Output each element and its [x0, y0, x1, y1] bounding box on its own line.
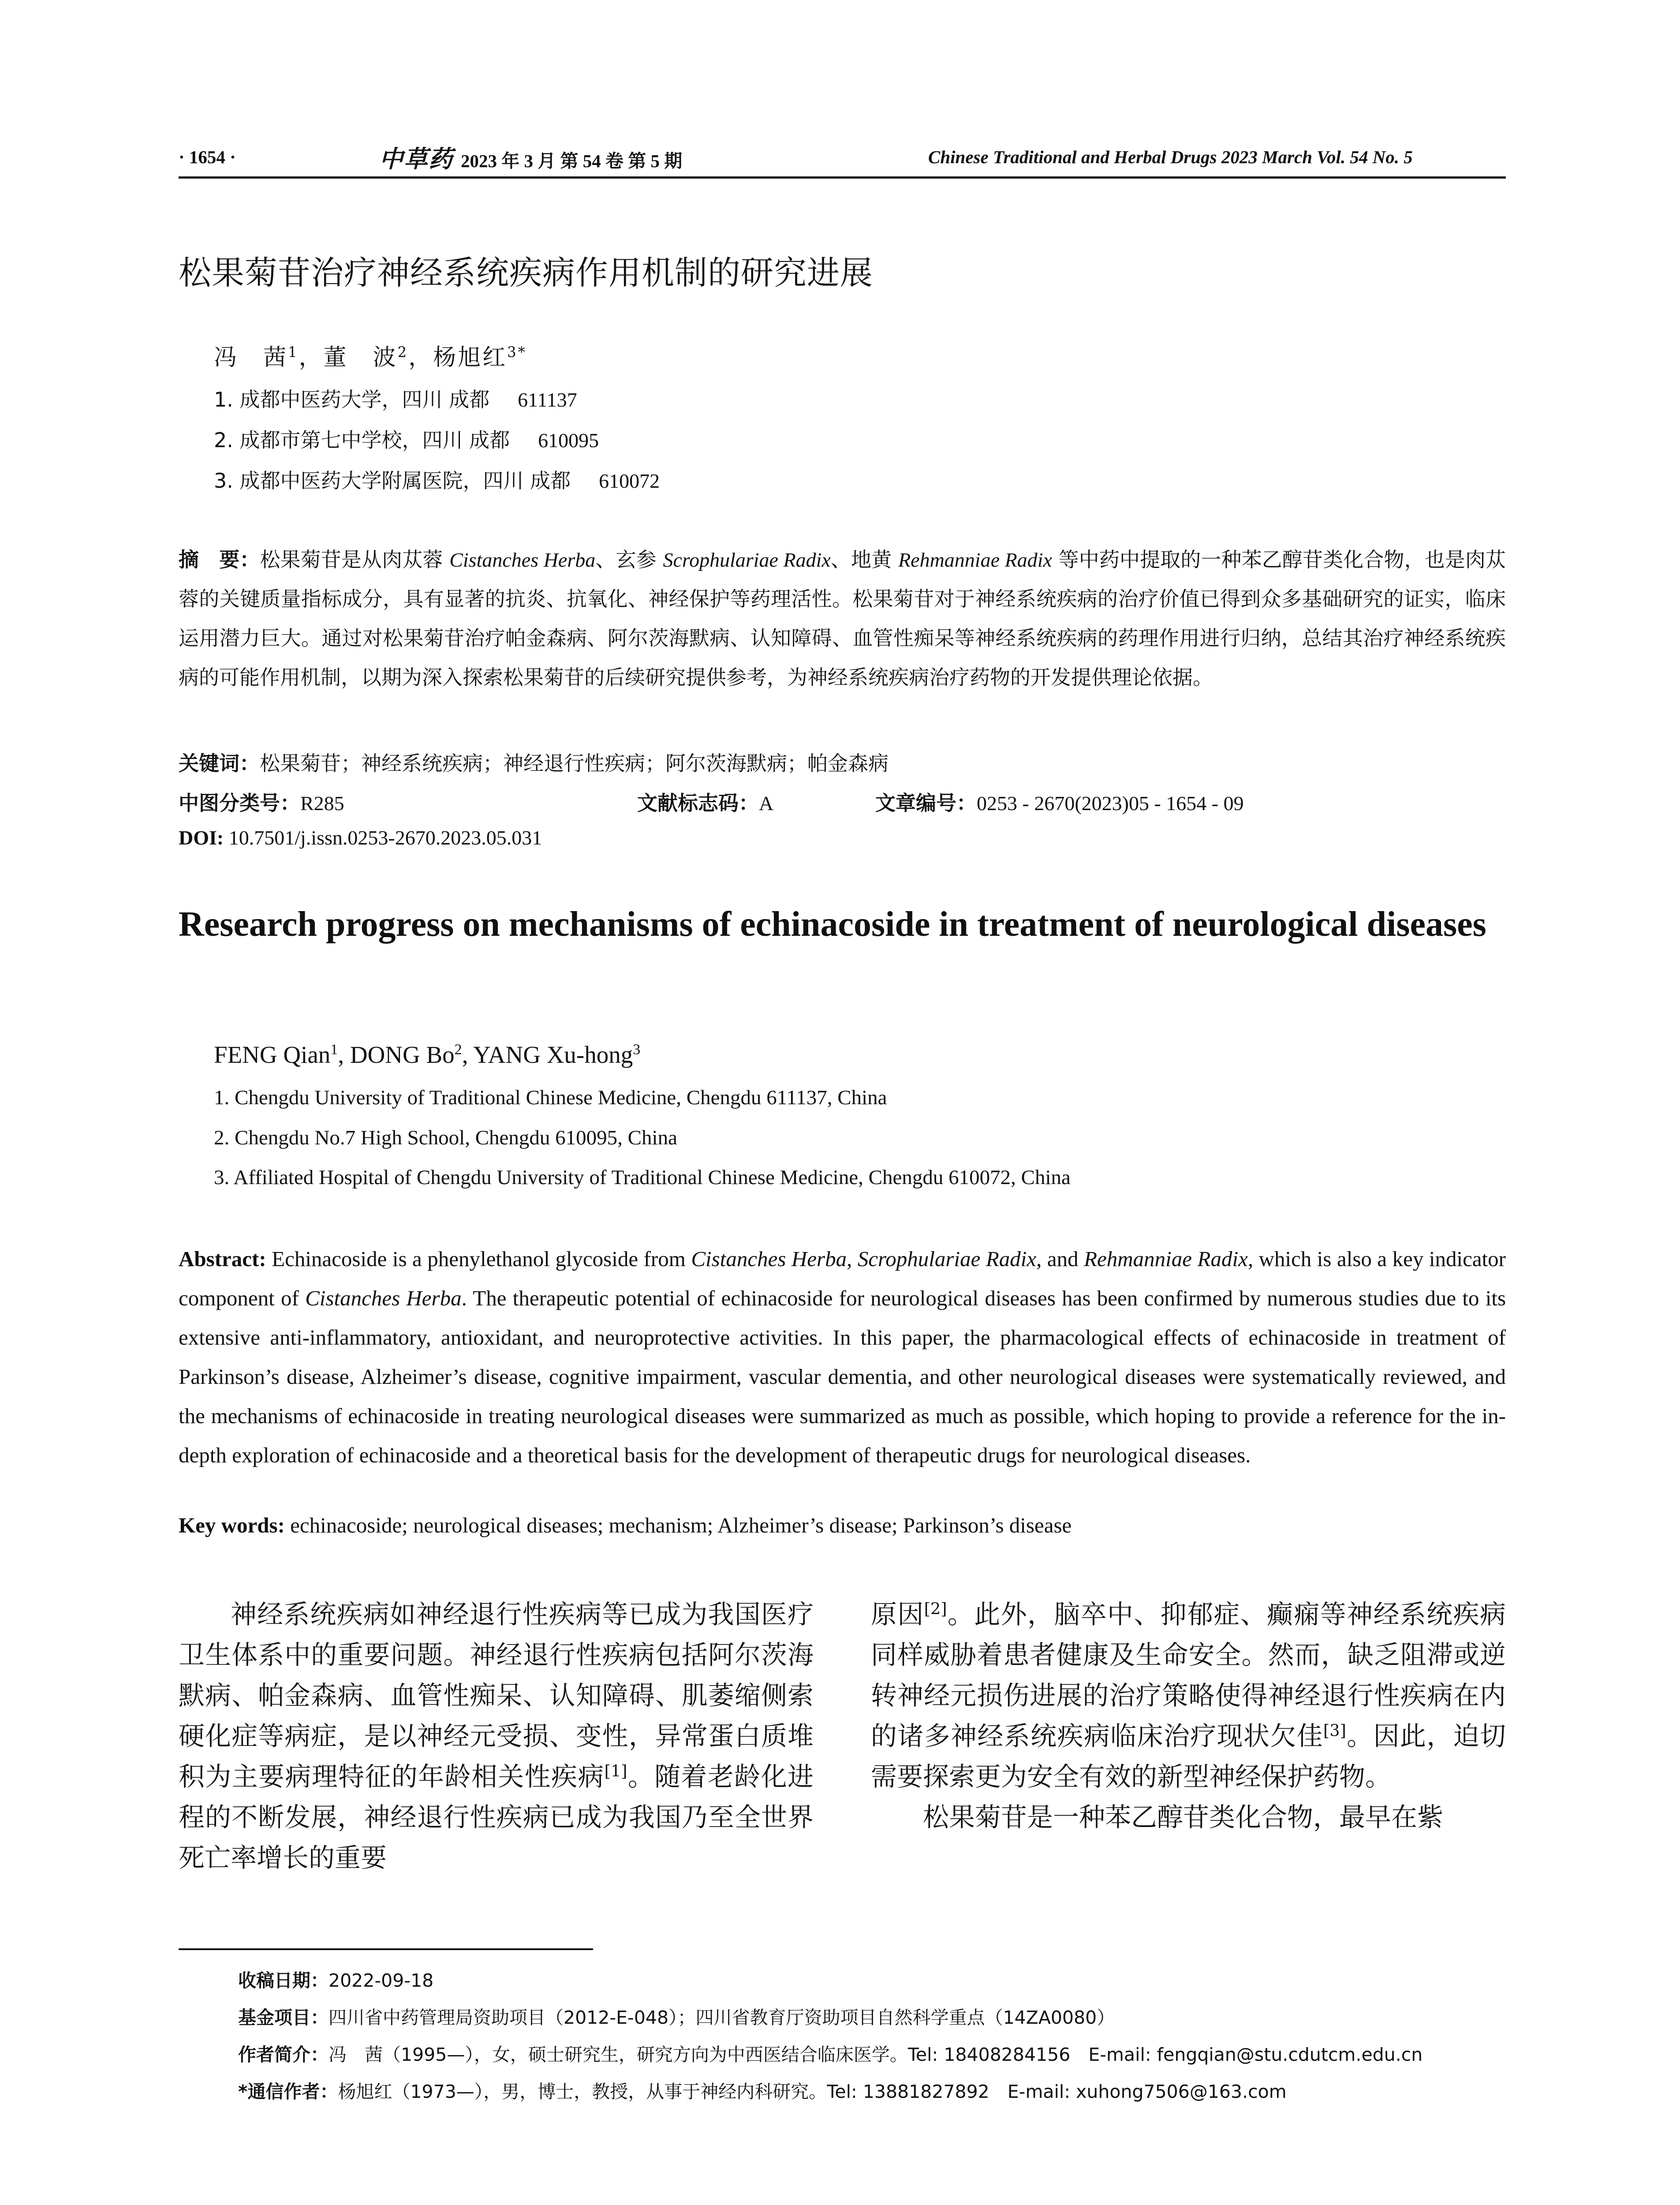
doi-link[interactable]: 10.7501/j.issn.0253-2670.2023.05.031: [228, 826, 542, 849]
cn-affiliation-zip: 611137: [518, 389, 577, 411]
cn-affiliation-zip: 610072: [599, 470, 660, 492]
footnote-text: 2022-09-18: [329, 1970, 434, 1991]
latin-name: Rehmanniae Radix: [898, 549, 1052, 571]
footnote-received: [238, 1966, 433, 1992]
issue-info-cn: 2023 年 3 月 第 54 卷 第 5 期: [461, 151, 683, 171]
author-mark: 1: [330, 1041, 338, 1058]
latin-name: Scrophulariae Radix: [857, 1247, 1037, 1271]
abstract-text: 、玄参: [595, 548, 663, 572]
footnote-text: 冯 茜（1995—），女，硕士研究生，研究方向为中西医结合临床医学。Tel: 18408284156 E-mail: fengqian@stu.cdutcm.edu.cn: [329, 2044, 1423, 2065]
author-mark: 2: [397, 344, 409, 361]
cn-title: 松果菊苷治疗神经系统疾病作用机制的研究进展: [179, 254, 873, 292]
cn-affiliation-text: 1. 成都中医药大学，四川 成都: [214, 388, 490, 411]
footnote-rule: [179, 1948, 593, 1950]
en-author: YANG Xu-hong: [473, 1041, 633, 1068]
body-text: 神经系统疾病如神经退行性疾病等已成为我国医疗卫生体系中的重要问题。神经退行性疾病包括阿尔茨海默病、帕金森病、血管性痴呆、认知障碍、肌萎缩侧索硬化症等病症，是以神经元受损、变性，异常蛋白质堆积为主要病理特征的年龄相关性疾病: [179, 1599, 814, 1792]
keywords-text: 松果菊苷；神经系统疾病；神经退行性疾病；阿尔茨海默病；帕金森病: [260, 751, 889, 775]
running-header: [179, 140, 1506, 171]
abstract-text: 等中药中提取的一种苯乙醇苷类化合物，也是肉苁蓉的关键质量指标成分，具有显著的抗炎、抗氧化、神经保护等药理活性。松果菊苷对于神经系统疾病的治疗价值已得到众多基础研究的证实，临床运用潜力巨大。通过对松果菊苷治疗帕金森病、阿尔茨海默病、认知障碍、血管性痴呆等神经系统疾病的药理作用进行归纳，总结其治疗神经系统疾病的可能作用机制，以期为深入探索松果菊苷的后续研究提供参考，为神经系统疾病治疗药物的开发提供理论依据。: [179, 548, 1506, 689]
cn-affiliation-zip: 610095: [538, 429, 599, 452]
article-no-label: 文章编号：: [875, 791, 977, 815]
abstract-text: 松果菊苷是从肉苁蓉: [260, 548, 450, 572]
body-column-right: [871, 1594, 1506, 1838]
footnote-label: 收稿日期：: [238, 1970, 329, 1991]
cn-affiliation: [214, 465, 660, 494]
body-text: 。因此，迫切需要探索更为安全有效的新型神经保护药物。: [871, 1721, 1506, 1792]
en-author: FENG Qian: [214, 1041, 331, 1068]
article-no-value: 0253 - 2670(2023)05 - 1654 - 09: [977, 792, 1244, 815]
en-authors: FENG Qian$^1$, DONG Bo$^2$, YANG Xu-hong$^3$: [214, 1041, 641, 1068]
page-number: · 1654 ·: [179, 147, 236, 167]
cn-abstract-label: 摘 要：: [179, 548, 260, 572]
body-text: 原因: [871, 1599, 924, 1629]
citation-ref[interactable]: [1]: [604, 1761, 627, 1781]
body-paragraph: [871, 1594, 1506, 1797]
footnote-text: 杨旭红（1973—），男，博士，教授，从事于神经内科研究。Tel: 13881827892 E-mail: xuhong7506@163.com: [338, 2081, 1287, 2102]
body-text: 。此外，脑卒中、抑郁症、癫痫等神经系统疾病同样威胁着患者健康及生命安全。然而，缺乏阻滞或逆转神经元损伤进展的治疗策略使得神经退行性疾病在内的诸多神经系统疾病临床治疗现状欠佳: [871, 1599, 1506, 1751]
latin-name: Cistanches Herba: [449, 549, 596, 571]
cn-keywords: [179, 747, 889, 777]
doc-code-label: 文献标志码：: [637, 791, 759, 815]
classification-line: [179, 787, 1506, 814]
footnote-label: 作者简介：: [238, 2044, 329, 2065]
cn-affiliation: [214, 384, 577, 413]
clc-value: R285: [300, 792, 344, 815]
cn-author: 董 波: [323, 344, 398, 371]
cn-affiliation-text: 2. 成都市第七中学校，四川 成都: [214, 428, 510, 452]
body-paragraph: [179, 1594, 814, 1878]
cn-affiliation: [214, 424, 599, 453]
cn-affiliation-text: 3. 成都中医药大学附属医院，四川 成都: [214, 469, 571, 493]
doc-code-value: A: [759, 792, 774, 815]
footnote-author-bio: [238, 2040, 1422, 2066]
author-mark: 2: [454, 1041, 462, 1058]
en-affiliation: 1. Chengdu University of Traditional Chinese Medicine, Chengdu 611137, China: [214, 1086, 887, 1109]
keywords-label: 关键词：: [179, 751, 260, 775]
author-mark: 3*: [507, 344, 527, 361]
en-affiliation: 3. Affiliated Hospital of Chengdu University of Traditional Chinese Medicine, Chengdu 610072, China: [214, 1166, 1071, 1189]
footnote-funding: [238, 2003, 1115, 2029]
header-rule: [179, 176, 1506, 179]
doi-line: [179, 826, 542, 849]
en-abstract: [179, 1239, 1506, 1475]
latin-name: Cistanches Herba: [305, 1286, 462, 1310]
journal-logo: 中草药: [379, 145, 453, 173]
en-keywords: [179, 1513, 1071, 1538]
en-keywords-label: Key words:: [179, 1513, 285, 1537]
cn-authors: 冯 茜$^1$，董 波$^2$，杨旭红$^{3*}$: [214, 344, 527, 371]
abstract-text: . The therapeutic potential of echinacoside for neurological diseases has been confirmed by numerous studies due to its extensive anti-inflammatory, antioxidant, and neuroprotective activities. In this paper, the pharmacological effects of echinacoside in treatment of Parkinson’s disease, Alzheimer’s disease, cognitive impairment, vascular dementia, and other neurological diseases were systematically reviewed, and the mechanisms of echinacoside in treating neurological diseases were summarized as much as possible, which hoping to provide a reference for the in-depth exploration of echinacoside and a theoretical basis for the development of therapeutic drugs for neurological diseases.: [179, 1286, 1506, 1467]
en-affiliation: 2. Chengdu No.7 High School, Chengdu 610095, China: [214, 1126, 677, 1149]
latin-name: Cistanches Herba: [691, 1247, 847, 1271]
author-mark: 1: [288, 344, 299, 361]
footnote-label: *通信作者：: [238, 2081, 338, 2102]
en-title: Research progress on mechanisms of echinacoside in treatment of neurological diseases: [179, 905, 1486, 944]
cn-abstract: [179, 540, 1506, 697]
latin-name: Scrophulariae Radix: [663, 549, 831, 571]
abstract-text: ,: [847, 1247, 858, 1271]
clc-label: 中图分类号：: [179, 791, 300, 815]
footnote-label: 基金项目：: [238, 2007, 329, 2028]
en-abstract-label: Abstract:: [179, 1247, 266, 1271]
abstract-text: , and: [1036, 1247, 1084, 1271]
abstract-text: , which is also a key indicator component of: [179, 1247, 1506, 1310]
citation-ref[interactable]: [3]: [1323, 1721, 1346, 1740]
body-text: 。随着老龄化进程的不断发展，神经退行性疾病已成为我国乃至全世界死亡率增长的重要: [179, 1761, 814, 1873]
footnote-text: 四川省中药管理局资助项目（2012-E-048）；四川省教育厅资助项目自然科学重点（14ZA0080）: [329, 2007, 1115, 2028]
cn-author: 冯 茜: [214, 344, 288, 371]
doi-label: DOI:: [179, 826, 224, 849]
issue-info-en: Chinese Traditional and Herbal Drugs 2023 March Vol. 54 No. 5: [928, 147, 1413, 167]
cn-author: 杨旭红: [433, 344, 508, 371]
abstract-text: Echinacoside is a phenylethanol glycoside from: [266, 1247, 691, 1271]
footnote-corresponding: [238, 2077, 1287, 2103]
author-mark: 3: [633, 1041, 641, 1058]
body-paragraph: 松果菊苷是一种苯乙醇苷类化合物，最早在紫: [923, 1802, 1444, 1832]
en-author: DONG Bo: [350, 1041, 455, 1068]
latin-name: Rehmanniae Radix: [1084, 1247, 1248, 1271]
citation-ref[interactable]: [2]: [924, 1599, 947, 1618]
en-keywords-text: echinacoside; neurological diseases; mechanism; Alzheimer’s disease; Parkinson’s disease: [284, 1513, 1072, 1537]
body-column-left: [179, 1594, 814, 1878]
abstract-text: 、地黄: [830, 548, 899, 572]
